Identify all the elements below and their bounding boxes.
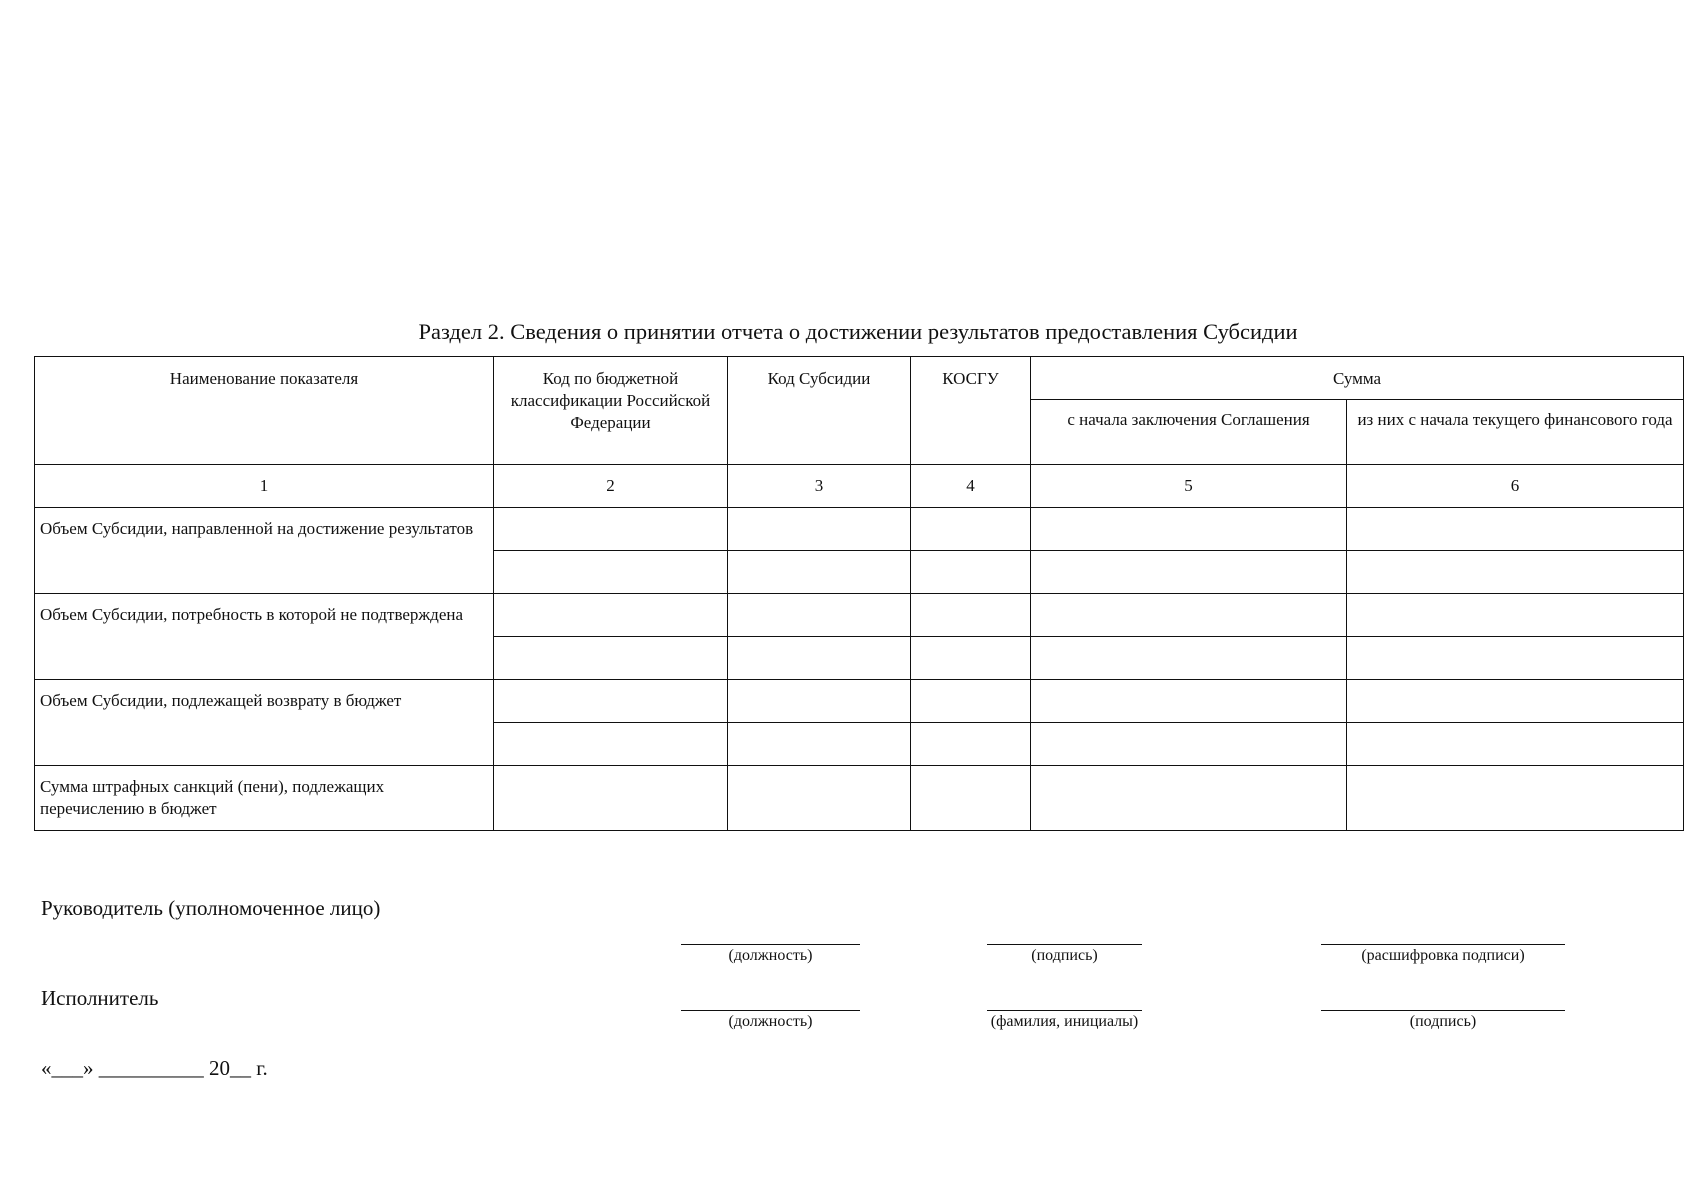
table-row (35, 594, 1684, 637)
executor-signature-line[interactable] (1321, 1010, 1565, 1011)
head-position-caption: (должность) (728, 947, 813, 964)
section-title: Раздел 2. Сведения о принятии отчета о достижении результатов предоставления Субсидии (418, 319, 1298, 344)
table-cell[interactable] (494, 508, 728, 551)
header-budget-code: Код по бюджетной классификации Российской Федерации (494, 357, 728, 465)
table-cell[interactable] (1347, 723, 1684, 766)
head-decryption-line[interactable] (1321, 944, 1565, 945)
table-cell[interactable] (728, 723, 911, 766)
table-cell[interactable] (1347, 680, 1684, 723)
column-number: 2 (494, 465, 728, 508)
executor-position-line[interactable] (681, 1010, 860, 1011)
table-cell[interactable] (728, 637, 911, 680)
table-row (35, 766, 1684, 831)
executor-label: Исполнитель (41, 986, 159, 1010)
executor-position-caption: (должность) (728, 1013, 813, 1030)
table-cell[interactable] (728, 594, 911, 637)
executor-name-caption: (фамилия, инициалы) (990, 1013, 1139, 1030)
header-indicator-name: Наименование показателя (35, 357, 494, 465)
table-cell[interactable] (494, 637, 728, 680)
table-cell[interactable] (1031, 551, 1347, 594)
column-number: 6 (1347, 465, 1684, 508)
head-signature-line[interactable] (987, 944, 1142, 945)
table-cell[interactable] (911, 766, 1031, 831)
table-row (35, 680, 1684, 723)
column-number: 4 (911, 465, 1031, 508)
table-cell[interactable] (1347, 508, 1684, 551)
table-row (35, 508, 1684, 551)
table-cell[interactable] (911, 723, 1031, 766)
table-cell[interactable] (494, 551, 728, 594)
table-cell[interactable] (494, 594, 728, 637)
table-cell[interactable] (911, 508, 1031, 551)
table-cell[interactable] (1347, 766, 1684, 831)
head-decryption-caption: (расшифровка подписи) (1361, 947, 1525, 964)
table-cell[interactable] (494, 680, 728, 723)
head-position-line[interactable] (681, 944, 860, 945)
table-cell[interactable] (1031, 637, 1347, 680)
table-cell[interactable] (728, 766, 911, 831)
head-signature-caption: (подпись) (1031, 947, 1098, 964)
table-cell[interactable] (911, 637, 1031, 680)
column-number: 5 (1031, 465, 1347, 508)
table-cell[interactable] (728, 680, 911, 723)
table-cell[interactable] (911, 680, 1031, 723)
column-number: 3 (728, 465, 911, 508)
header-since-year: из них с начала текущего финансового года (1347, 400, 1684, 465)
table-cell[interactable] (1347, 637, 1684, 680)
table-cell[interactable] (1347, 551, 1684, 594)
header-kosgu: КОСГУ (911, 357, 1031, 465)
table-cell[interactable] (728, 508, 911, 551)
table-cell[interactable] (1031, 508, 1347, 551)
table-cell[interactable] (1031, 723, 1347, 766)
table-cell[interactable] (494, 723, 728, 766)
row-label: Объем Субсидии, потребность в которой не подтверждена (35, 594, 494, 680)
table-cell[interactable] (1031, 766, 1347, 831)
column-number: 1 (35, 465, 494, 508)
header-subsidy-code: Код Субсидии (728, 357, 911, 465)
executor-signature-caption: (подпись) (1409, 1013, 1477, 1030)
table-cell[interactable] (1031, 680, 1347, 723)
report-table (34, 356, 1684, 831)
table-cell[interactable] (494, 766, 728, 831)
table-cell[interactable] (1031, 594, 1347, 637)
executor-name-line[interactable] (987, 1010, 1142, 1011)
row-label: Объем Субсидии, подлежащей возврату в бюджет (35, 680, 494, 766)
column-numbers-row (35, 465, 1684, 508)
row-label: Объем Субсидии, направленной на достижение результатов (35, 508, 494, 594)
head-label: Руководитель (уполномоченное лицо) (41, 896, 381, 920)
table-cell[interactable] (1347, 594, 1684, 637)
header-since-agreement: с начала заключения Соглашения (1031, 400, 1347, 465)
date-line[interactable]: «___» __________ 20__ г. (41, 1056, 268, 1080)
row-label: Сумма штрафных санкций (пени), подлежащих перечислению в бюджет (35, 766, 494, 831)
table-cell[interactable] (728, 551, 911, 594)
table-cell[interactable] (911, 551, 1031, 594)
header-sum: Сумма (1031, 357, 1684, 400)
table-cell[interactable] (911, 594, 1031, 637)
